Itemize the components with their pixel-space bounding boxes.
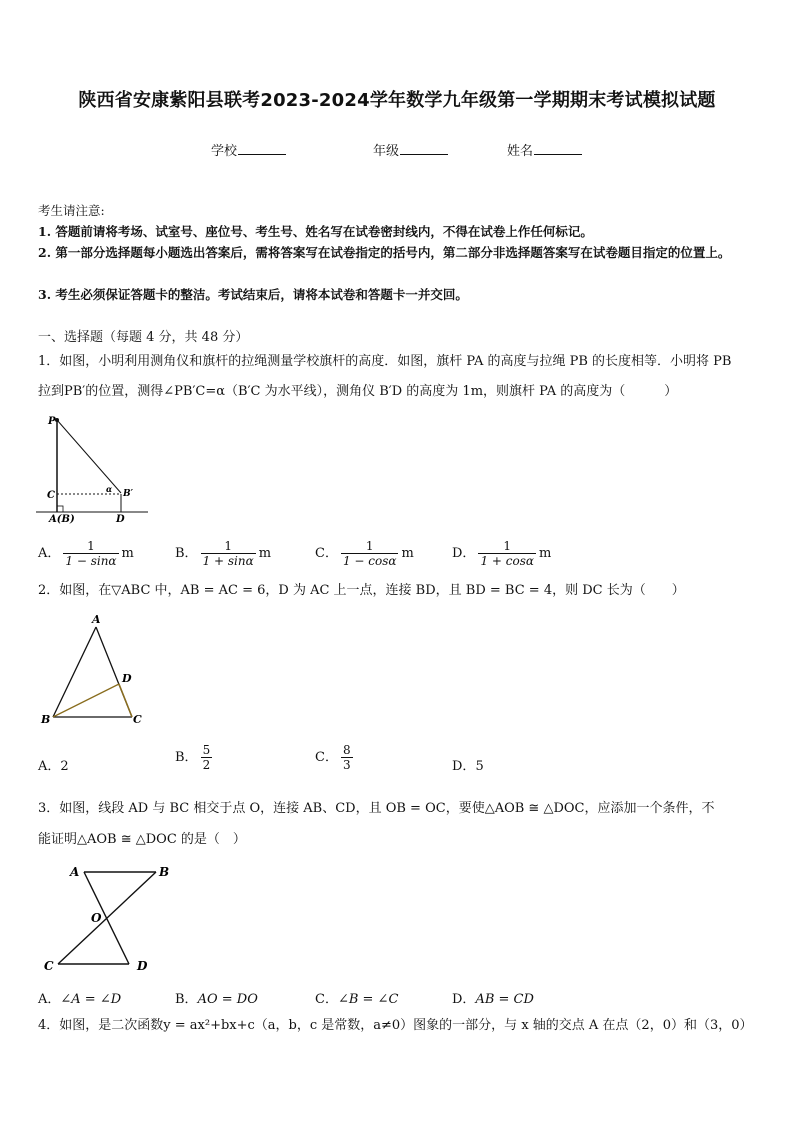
q3-option-c[interactable]: C．∠B = ∠C <box>315 992 399 1007</box>
right-angle-mark <box>57 506 63 512</box>
point-p <box>55 418 59 422</box>
q2-figure <box>36 610 146 730</box>
label-d: D <box>137 959 148 973</box>
label-a: A <box>70 865 80 879</box>
label-ab: A(B) <box>49 514 75 525</box>
label-a: A <box>92 613 101 626</box>
grade-field: 年级 <box>373 140 448 159</box>
q2-option-a[interactable]: A．2 <box>38 759 69 774</box>
notice-item-2: 2. 第一部分选择题每小题选出答案后，需将答案写在试卷指定的括号内，第二部分非选择题答案写在试卷题目指定的位置上。 <box>38 245 731 260</box>
label-o: O <box>91 911 102 925</box>
segment-bd <box>53 684 119 717</box>
q2-text: 2．如图，在▽ABC 中，AB = AC = 6，D 为 AC 上一点，连接 BD，且 BD = BC = 4，则 DC 长为（ ） <box>38 583 685 598</box>
q2-option-d[interactable]: D．5 <box>452 759 484 774</box>
label-b: B <box>159 865 170 879</box>
segment-bc <box>58 872 156 964</box>
school-blank <box>238 142 286 155</box>
section-heading: 一、选择题（每题 4 分，共 48 分） <box>38 330 249 345</box>
school-field: 学校 <box>211 140 286 159</box>
q1-option-b[interactable]: B． $\frac{1}{1 + \sin\alpha}$ m <box>175 539 272 568</box>
q3-option-a[interactable]: A．∠A = ∠D <box>38 992 122 1007</box>
label-d: D <box>122 672 132 685</box>
rope <box>57 420 121 493</box>
label-bprime: B′ <box>123 489 133 499</box>
q4-text: 4．如图，是二次函数y = ax²+bx+c（a，b，c 是常数，a≠0）图象的一部分，与 x 轴的交点 A 在点（2，0）和（3，0） <box>38 1018 753 1033</box>
label-c: C <box>44 959 54 973</box>
label-c: C <box>47 490 55 501</box>
q1-figure <box>36 412 152 528</box>
q3-text-line2: 能证明△AOB ≅ △DOC 的是（ ） <box>38 832 246 847</box>
q1-text-line1: 1．如图，小明利用测角仪和旗杆的拉绳测量学校旗杆的高度．如图，旗杆 PA 的高度与拉绳 PB 的长度相等．小明将 PB <box>38 354 732 369</box>
name-field: 姓名 <box>507 140 582 159</box>
q3-option-b[interactable]: B．AO = DO <box>175 992 258 1007</box>
notice-item-1: 1. 答题前请将考场、试室号、座位号、考生号、姓名写在试卷密封线内，不得在试卷上作任何标记。 <box>38 224 593 239</box>
q3-figure <box>36 862 176 977</box>
name-blank <box>534 142 582 155</box>
notice-item-3: 3. 考生必须保证答题卡的整洁。考试结束后，请将本试卷和答题卡一并交回。 <box>38 287 468 302</box>
label-p: P <box>48 416 56 427</box>
q1-option-d[interactable]: D． $\frac{1}{1 + \cos\alpha}$ m <box>452 539 552 568</box>
notice-heading: 考生请注意: <box>38 203 105 218</box>
q3-text-line1: 3．如图，线段 AD 与 BC 相交于点 O，连接 AB、CD，且 OB = OC，要使△AOB ≅ △DOC，应添加一个条件，不 <box>38 801 715 816</box>
q1-option-c[interactable]: C． $\frac{1}{1 - \cos\alpha}$ m <box>315 539 414 568</box>
grade-blank <box>400 142 448 155</box>
label-b: B <box>41 713 51 726</box>
page-title: 陕西省安康紫阳县联考2023-2024学年数学九年级第一学期期末考试模拟试题 <box>78 90 716 111</box>
segment-dc <box>119 684 132 717</box>
label-d: D <box>116 514 125 525</box>
side-ab <box>53 627 96 717</box>
label-alpha: α <box>106 484 113 494</box>
q3-option-d[interactable]: D．AB = CD <box>452 992 534 1007</box>
q1-text-line2: 拉到PB′的位置，测得∠PB′C=α（B′C 为水平线），测角仪 B′D 的高度为 1m，则旗杆 PA 的高度为（ ） <box>38 384 678 399</box>
q1-option-a[interactable]: A． $\frac{1}{1 - \sin\alpha}$ m <box>38 539 134 568</box>
q2-option-b[interactable]: B． $\frac{5}{2}$ <box>175 743 211 772</box>
label-c: C <box>133 713 142 726</box>
q2-option-c[interactable]: C． $\frac{8}{3}$ <box>315 743 351 772</box>
